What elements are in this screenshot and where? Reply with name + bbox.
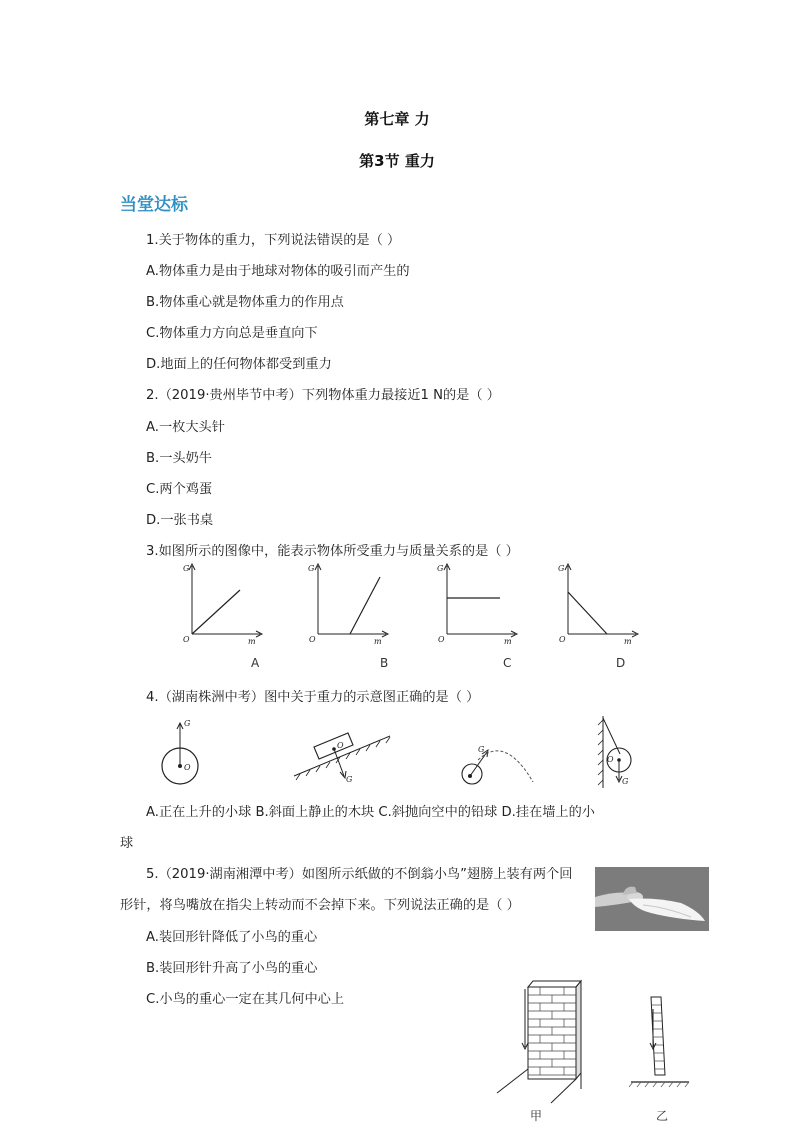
q2-option-b: B.一头奶牛 xyxy=(146,451,212,466)
q2-option-c: C.两个鸡蛋 xyxy=(146,482,213,497)
x-axis-label: m xyxy=(248,637,256,646)
section-label: 当堂达标 xyxy=(120,195,188,215)
q5-stem-line2: 形针，将鸟嘴放在指尖上转动而不会掉下来。下列说法正确的是（ ） xyxy=(120,898,520,913)
g-label: G xyxy=(622,777,629,786)
q4-figures xyxy=(0,712,794,792)
g-label: G xyxy=(184,719,191,728)
fig-label-jia: 甲 xyxy=(530,1109,543,1123)
graph-d xyxy=(558,564,638,646)
q3-stem: 3.如图所示的图像中，能表示物体所受重力与质量关系的是（ ） xyxy=(146,544,519,559)
brick-column-yi xyxy=(629,997,689,1087)
chapter-title: 第七章 力 xyxy=(364,110,430,128)
g-label: G xyxy=(478,745,485,754)
q2-option-a: A.一枚大头针 xyxy=(146,420,225,435)
brick-figures xyxy=(493,975,713,1125)
graph-c xyxy=(437,564,517,646)
q1-option-b: B.物体重心就是物体重力的作用点 xyxy=(146,295,344,310)
q2-stem: 2.（2019·贵州毕节中考）下列物体重力最接近1 N的是（ ） xyxy=(146,388,500,403)
q1-option-c: C.物体重力方向总是垂直向下 xyxy=(146,326,318,341)
q1-option-a: A.物体重力是由于地球对物体的吸引而产生的 xyxy=(146,264,410,279)
q5-stem-line1: 5.（2019·湖南湘潭中考）如图所示纸做的不倒翁小鸟”翅膀上装有两个回 xyxy=(146,867,573,882)
fig-label-yi: 乙 xyxy=(656,1109,669,1123)
graph-a xyxy=(183,564,262,646)
q2-option-d: D.一张书桌 xyxy=(146,513,214,528)
fig-rising-ball xyxy=(162,719,198,784)
section-title: 第3节 重力 xyxy=(359,152,435,170)
x-axis-label: m xyxy=(374,637,382,646)
graph-b xyxy=(308,564,388,646)
q5-option-c: C.小鸟的重心一定在其几何中心上 xyxy=(146,992,345,1007)
y-axis-label: G xyxy=(437,564,444,573)
y-axis-label: G xyxy=(558,564,565,573)
y-axis-label: G xyxy=(183,564,190,573)
o-label: O xyxy=(184,763,191,772)
origin-label: O xyxy=(559,635,566,644)
paper-bird-photo xyxy=(595,867,709,931)
origin-label: O xyxy=(438,635,445,644)
graph-label-a: A xyxy=(251,656,260,670)
q1-option-d: D.地面上的任何物体都受到重力 xyxy=(146,357,332,372)
q4-options-wrap: 球 xyxy=(120,836,134,851)
fig-thrown-shot xyxy=(462,745,533,784)
graph-label-d: D xyxy=(616,656,626,670)
o-label: O xyxy=(607,755,614,764)
graph-label-b: B xyxy=(380,656,389,670)
fig-wall-ball xyxy=(598,716,631,788)
q5-option-a: A.装回形针降低了小鸟的重心 xyxy=(146,930,318,945)
brick-chimney-jia xyxy=(497,981,581,1103)
q3-graphs xyxy=(0,560,794,660)
q5-option-b: B.装回形针升高了小鸟的重心 xyxy=(146,961,318,976)
g-label: G xyxy=(346,775,353,784)
origin-label: O xyxy=(309,635,316,644)
q1-stem: 1.关于物体的重力，下列说法错误的是（ ） xyxy=(146,233,401,248)
origin-label: O xyxy=(183,635,190,644)
q4-stem: 4.（湖南株洲中考）图中关于重力的示意图正确的是（ ） xyxy=(146,690,480,705)
o-label: O xyxy=(337,741,344,750)
x-axis-label: m xyxy=(624,637,632,646)
y-axis-label: G xyxy=(308,564,315,573)
fig-block-on-slope xyxy=(294,733,390,784)
graph-label-c: C xyxy=(503,656,512,670)
x-axis-label: m xyxy=(504,637,512,646)
q4-options: A.正在上升的小球 B.斜面上静止的木块 C.斜抛向空中的铅球 D.挂在墙上的小 xyxy=(146,805,595,820)
